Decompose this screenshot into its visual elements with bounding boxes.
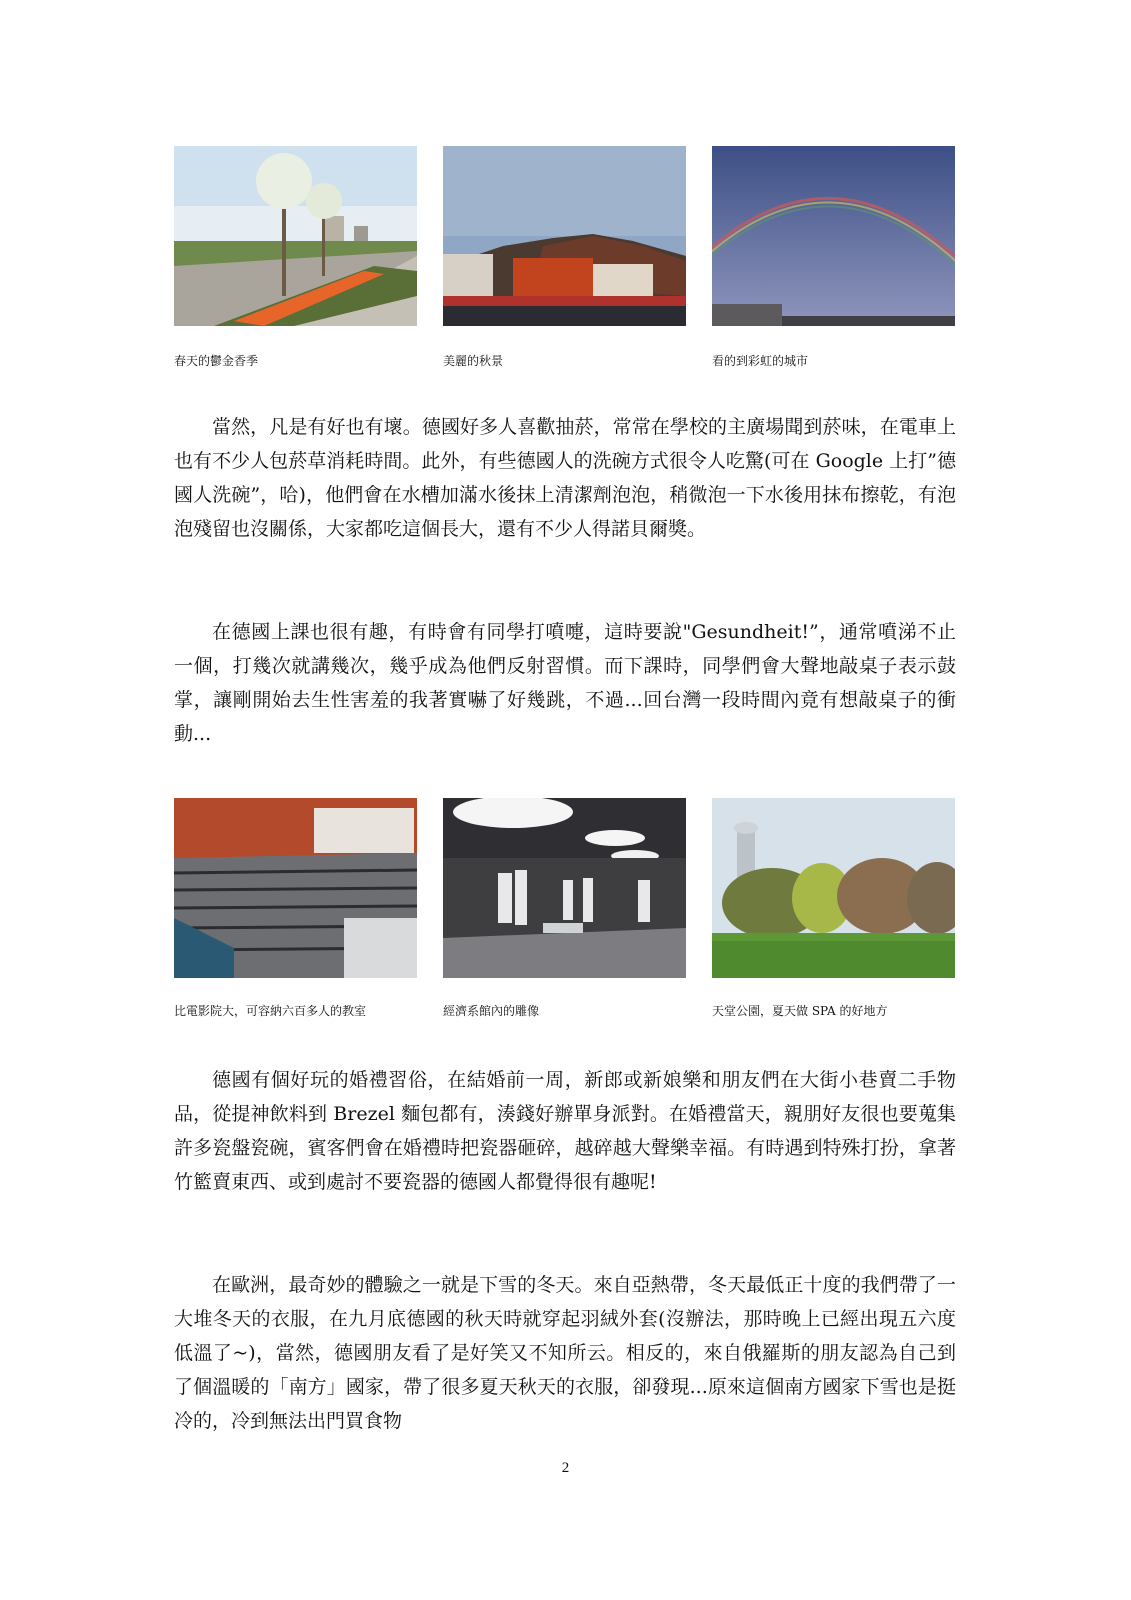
photo-rainbow-city [712,146,955,326]
photo-caption: 春天的鬱金香季 [174,354,259,368]
photo-spring-tulips [174,146,417,326]
photo-paradise-park [712,798,955,978]
photo-caption: 經濟系館內的雕像 [443,1004,540,1018]
photo-row-bottom [174,798,956,978]
paragraph: 在德國上課也很有趣，有時會有同學打噴嚏，這時要說"Gesundheit!”，通常噴涕不止一個，打幾次就講幾次，幾乎成為他們反射習慣。而下課時，同學們會大聲地敲桌子表示鼓掌，讓剛開始去生性害羞的我著實嚇了好幾跳，不過...回台灣一段時間內竟有想敲桌子的衝動... [174,621,956,745]
paragraph: 在歐洲，最奇妙的體驗之一就是下雪的冬天。來自亞熱帶，冬天最低正十度的我們帶了一大堆冬天的衣服，在九月底德國的秋天時就穿起羽絨外套(沒辦法，那時晚上已經出現五六度低溫了~)，當然，德國朋友看了是好笑又不知所云。相反的，來自俄羅斯的朋友認為自己到了個溫暖的「南方」國家，帶了很多夏天秋天的衣服，卻發現...原來這個南方國家下雪也是挺冷的，冷到無法出門買食物 [174,1274,956,1432]
paragraph: 德國有個好玩的婚禮習俗，在結婚前一周，新郎或新娘樂和朋友們在大街小巷賣二手物品，從提神飲料到 Brezel 麵包都有，湊錢好辦單身派對。在婚禮當天，親朋好友很也要蒐集許多瓷盤瓷碗，賓客們會在婚禮時把瓷器砸碎，越碎越大聲樂幸福。有時遇到特殊打扮，拿著竹籃賣東西、或到處討不要瓷器的德國人都覺得很有趣呢! [174,1069,956,1193]
captions-bottom [174,1002,956,1022]
photo-caption: 看的到彩虹的城市 [712,354,809,368]
photo-caption: 美麗的秋景 [443,354,504,368]
photo-lecture-hall [174,798,417,978]
page-number: 2 [561,1460,570,1476]
captions-top [174,352,956,372]
photo-row-top [174,146,956,326]
paragraph: 當然，凡是有好也有壞。德國好多人喜歡抽菸，常常在學校的主廣場聞到菸味，在電車上也有不少人包菸草消耗時間。此外，有些德國人的洗碗方式很令人吃驚(可在 Google 上打”德國人洗碗”，哈)，他們會在水槽加滿水後抹上清潔劑泡泡，稍微泡一下水後用抹布擦乾，有泡泡殘留也沒關係，大家都吃這個長大，還有不少人得諾貝爾獎。 [174,416,956,540]
photo-autumn-scenery [443,146,686,326]
photo-economics-statues [443,798,686,978]
photo-caption: 天堂公園，夏天做 SPA 的好地方 [712,1004,888,1018]
photo-caption: 比電影院大，可容納六百多人的教室 [174,1004,367,1018]
